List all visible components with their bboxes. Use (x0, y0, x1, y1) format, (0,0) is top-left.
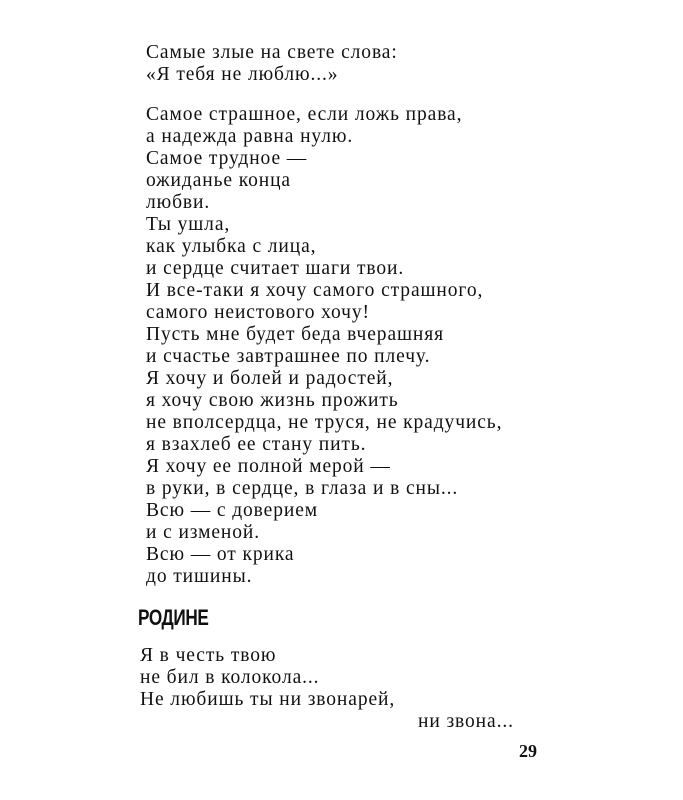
poem-line: Не любишь ты ни звонарей, (140, 689, 396, 710)
poem-line: любви. (146, 192, 211, 213)
poem-line: Самое трудное — (146, 148, 308, 169)
poem-line: я хочу свою жизнь прожить (146, 390, 399, 411)
poem-line: и с изменой. (146, 522, 260, 543)
poem-line: Я в честь твою (140, 645, 277, 666)
epigraph-line: «Я тебя не люблю...» (146, 64, 339, 85)
poem-line: и сердце считает шаги твои. (146, 258, 405, 279)
poem-line: Я хочу ее полной мерой — (146, 456, 391, 477)
poem-line: Всю — с доверием (146, 500, 319, 521)
poem-line-indented: ни звона... (418, 711, 514, 732)
poem-line: ожиданье конца (146, 170, 291, 191)
page-number: 29 (519, 741, 537, 761)
poem-line: Самое страшное, если ложь права, (146, 104, 463, 125)
poem-line: как улыбка с лица, (146, 236, 317, 257)
poem-line: самого неистового хочу! (146, 302, 370, 323)
poem-line: И все-таки я хочу самого страшного, (146, 280, 484, 301)
poem-line: я взахлеб ее стану пить. (146, 434, 367, 455)
poem-line: Я хочу и болей и радостей, (146, 368, 394, 389)
poem-line: не вполсердца, не труся, не крадучись, (146, 412, 503, 433)
poem-line: до тишины. (146, 566, 253, 587)
poem-line: и счастье завтрашнее по плечу. (146, 346, 431, 367)
poem-line: Ты ушла, (146, 214, 231, 235)
poem-line: не бил в колокола... (140, 667, 320, 688)
poem-line: Пусть мне будет беда вчерашняя (146, 324, 444, 345)
poem-line: Всю — от крика (146, 544, 295, 565)
poem-title: РОДИНЕ (138, 605, 209, 630)
epigraph-line: Самые злые на свете слова: (146, 42, 398, 63)
poem-line: а надежда равна нулю. (146, 126, 354, 147)
poem-line: в руки, в сердце, в глаза и в сны... (146, 478, 459, 499)
